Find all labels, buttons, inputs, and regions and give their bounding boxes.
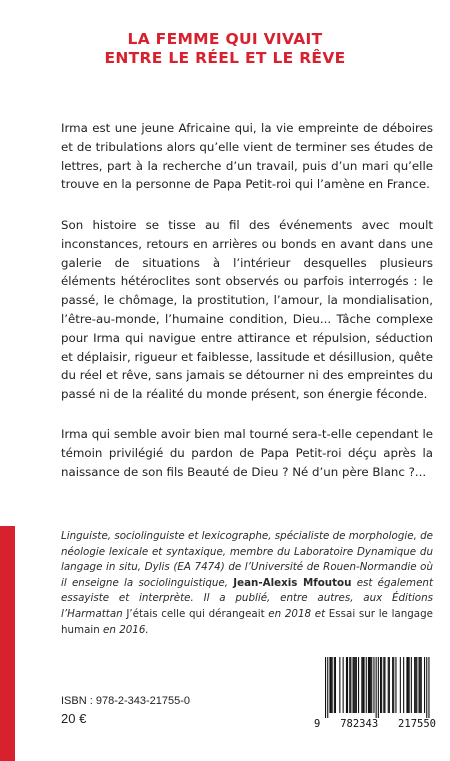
barcode-bar	[370, 657, 371, 713]
barcode-bar	[355, 657, 356, 713]
barcode-bar	[329, 657, 330, 713]
barcode-bar	[403, 657, 404, 713]
barcode-bar	[369, 657, 370, 713]
barcode-bar	[346, 657, 347, 713]
barcode-bar	[415, 657, 416, 713]
barcode-bar	[395, 657, 396, 713]
barcode-bar	[408, 657, 409, 713]
barcode-bar	[416, 657, 417, 713]
bio-text-3: en 2018 et	[264, 607, 329, 620]
bio-text-1: Linguiste, sociolinguiste et lexicographe, spécialiste de morphologie, de néologie lexicale et syntaxique, membre du Laboratoire Dynamique du langage in situ, Dylis (EA 7474) de l’Université de Rouen-Normandie où il enseigne la sociolinguistique,	[61, 530, 433, 589]
barcode-bar	[383, 657, 384, 713]
barcode-bar	[327, 657, 328, 718]
synopsis-paragraph-2: Son histoire se tisse au fil des événements avec moult inconstances, retours en arrières ou bonds en avant dans une galerie de situations à l’intérieur desquelles plusieurs éléments hétéroclites sont observés ou parfois interrogés : le passé, le chômage, la prostitution, l’amour, la mondialisation, l’être-au-monde, l’humaine condition, Dieu... Tâche complexe pour Irma qui navigue entre attirance et répulsion, séduction et déplaisir, rigueur et faiblesse, lassitude et désillusion, quête du réel et rêve, sans jamais se détourner ni des empreintes du passé ni de la réalité du monde présent, son énergie féconde.	[61, 218, 433, 402]
barcode-bars-icon	[314, 655, 436, 719]
barcode-bar	[419, 657, 420, 713]
barcode-bar	[428, 657, 429, 718]
synopsis-paragraph-3: Irma qui semble avoir bien mal tourné sera-t-elle cependant le témoin privilégié du pardon de Papa Petit-roi déçu après la naissance de son fils Beauté de Dieu ? Né d’un père Blanc ?...	[61, 427, 433, 479]
price-label: 20 €	[61, 711, 87, 726]
barcode-bar	[414, 657, 415, 713]
barcode-bar	[361, 657, 362, 713]
barcode-bar	[364, 657, 365, 713]
barcode-bar	[349, 657, 350, 713]
book-title	[0, 30, 450, 68]
barcode-right-group: 217550	[398, 718, 436, 730]
barcode-bar	[334, 657, 335, 713]
barcode-bar	[384, 657, 385, 713]
barcode-first-digit: 9	[314, 718, 321, 730]
barcode-bar	[371, 657, 372, 713]
barcode-bar	[389, 657, 390, 713]
barcode-bar	[376, 657, 377, 718]
barcode-digits	[314, 718, 436, 730]
barcode-bar	[406, 657, 407, 713]
barcode-bar	[426, 657, 427, 718]
barcode-bar	[381, 657, 382, 713]
barcode-bar	[325, 657, 326, 718]
barcode	[314, 655, 436, 735]
author-bio	[61, 529, 433, 638]
barcode-bar	[356, 657, 357, 713]
barcode-bar	[378, 657, 379, 718]
bio-text-4: en 2016.	[99, 623, 149, 636]
barcode-left-group: 782343	[340, 718, 379, 730]
barcode-bar	[392, 657, 393, 713]
barcode-bar	[358, 657, 359, 713]
barcode-bar	[332, 657, 333, 713]
work-title-2: Essai sur le langage humain	[61, 607, 433, 636]
barcode-bar	[366, 657, 367, 713]
synopsis-paragraph-1: Irma est une jeune Africaine qui, la vie empreinte de déboires et de tribulations alors qu’elle vient de terminer ses études de lettres, part à la recherche d’un travail, puis d’un mari qu’elle trouve en la personne de Papa Petit-roi qui l’amène en France.	[61, 121, 433, 192]
barcode-bar	[339, 657, 340, 713]
barcode-bar	[420, 657, 421, 713]
barcode-bar	[411, 657, 412, 713]
barcode-bar	[380, 657, 381, 713]
barcode-bar	[421, 657, 422, 713]
isbn-label: ISBN : 978-2-343-21755-0	[61, 695, 191, 707]
red-accent-bar	[0, 526, 15, 761]
barcode-bar	[373, 657, 374, 713]
barcode-bar	[393, 657, 394, 713]
barcode-bar	[354, 657, 355, 713]
work-title-1: J’étais celle qui dérangeait	[126, 607, 265, 620]
barcode-bar	[353, 657, 354, 713]
barcode-bar	[343, 657, 344, 713]
title-line-1: LA FEMME QUI VIVAIT	[127, 30, 323, 48]
author-name: Jean-Alexis Mfoutou	[233, 576, 352, 589]
barcode-bar	[335, 657, 336, 713]
barcode-bar	[362, 657, 363, 713]
barcode-bar	[424, 657, 425, 713]
barcode-bar	[347, 657, 348, 713]
barcode-bar	[388, 657, 389, 713]
barcode-bar	[350, 657, 351, 713]
barcode-bar	[409, 657, 410, 713]
bio-text-2: est également essayiste et interprète. Il a publié, entre autres, aux Éditions l’Harmattan	[61, 576, 433, 620]
barcode-bar	[400, 657, 401, 713]
barcode-bar	[331, 657, 332, 713]
barcode-bar	[368, 657, 369, 713]
title-line-2: ENTRE LE RÉEL ET LE RÊVE	[104, 49, 346, 67]
